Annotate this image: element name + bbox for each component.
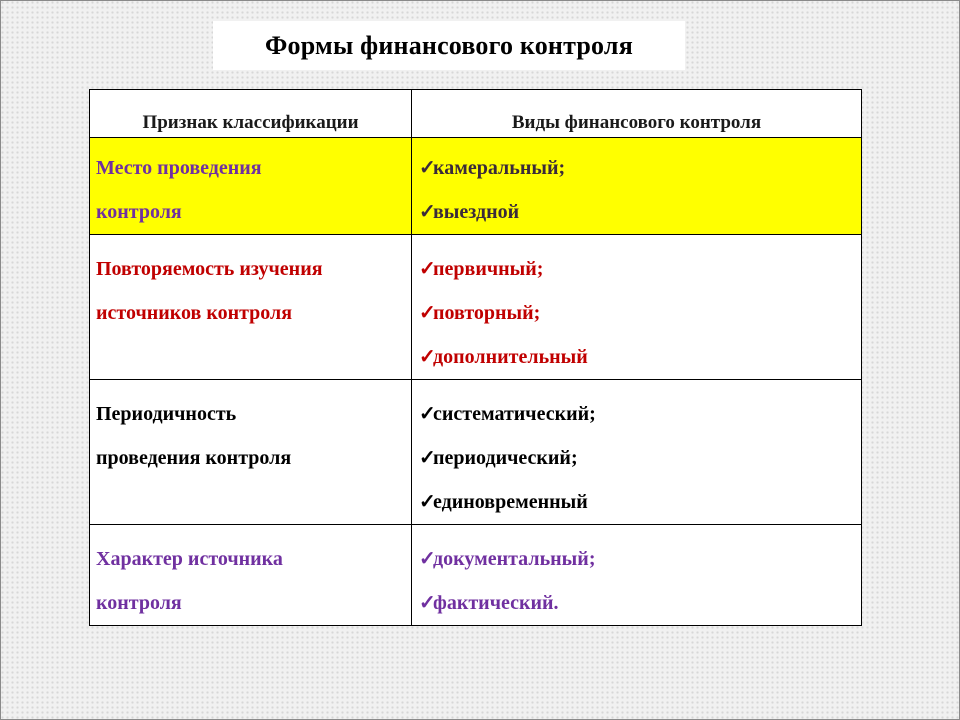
checkmark-icon: ✓ [419,258,436,280]
table-header-row [90,90,862,138]
page-title: Формы финансового контроля [265,30,633,60]
type-item: ✓единовременный [419,480,861,524]
criterion-line: Повторяемость изучения [96,258,323,280]
criterion-line: контроля [96,201,182,223]
type-item: ✓периодический; [419,436,861,480]
classification-table [89,89,862,626]
types-cell [412,235,862,380]
classification-table-container [89,89,861,626]
criterion-line: проведения контроля [96,447,292,469]
table-row [90,235,862,380]
checkmark-icon: ✓ [419,403,436,425]
type-item: ✓повторный; [419,291,861,335]
type-item: ✓документальный; [419,537,861,581]
criterion-line: Место проведения [96,157,262,179]
type-item: ✓камеральный; [419,146,861,190]
type-item: ✓дополнительный [419,335,861,379]
table-row [90,525,862,626]
types-cell [412,138,862,235]
title-box [213,21,685,70]
checkmark-icon: ✓ [419,201,436,223]
criterion-line: источников контроля [96,302,293,324]
criterion-cell [90,138,412,235]
types-cell [412,380,862,525]
type-item: ✓систематический; [419,392,861,436]
criterion-cell [90,235,412,380]
criterion-line: контроля [96,592,182,614]
table-row [90,380,862,525]
checkmark-icon: ✓ [419,302,436,324]
type-item: ✓фактический. [419,581,861,625]
checkmark-icon: ✓ [419,447,436,469]
types-cell [412,525,862,626]
checkmark-icon: ✓ [419,346,436,368]
criterion-cell [90,525,412,626]
criterion-cell [90,380,412,525]
checkmark-icon: ✓ [419,157,436,179]
checkmark-icon: ✓ [419,592,436,614]
table-row [90,138,862,235]
type-item: ✓первичный; [419,247,861,291]
header-criterion: Признак классификации [90,90,412,138]
checkmark-icon: ✓ [419,491,436,513]
type-item: ✓выездной [419,190,861,234]
criterion-line: Характер источника [96,548,283,570]
checkmark-icon: ✓ [419,548,436,570]
header-types: Виды финансового контроля [412,90,862,138]
criterion-line: Периодичность [96,403,237,425]
